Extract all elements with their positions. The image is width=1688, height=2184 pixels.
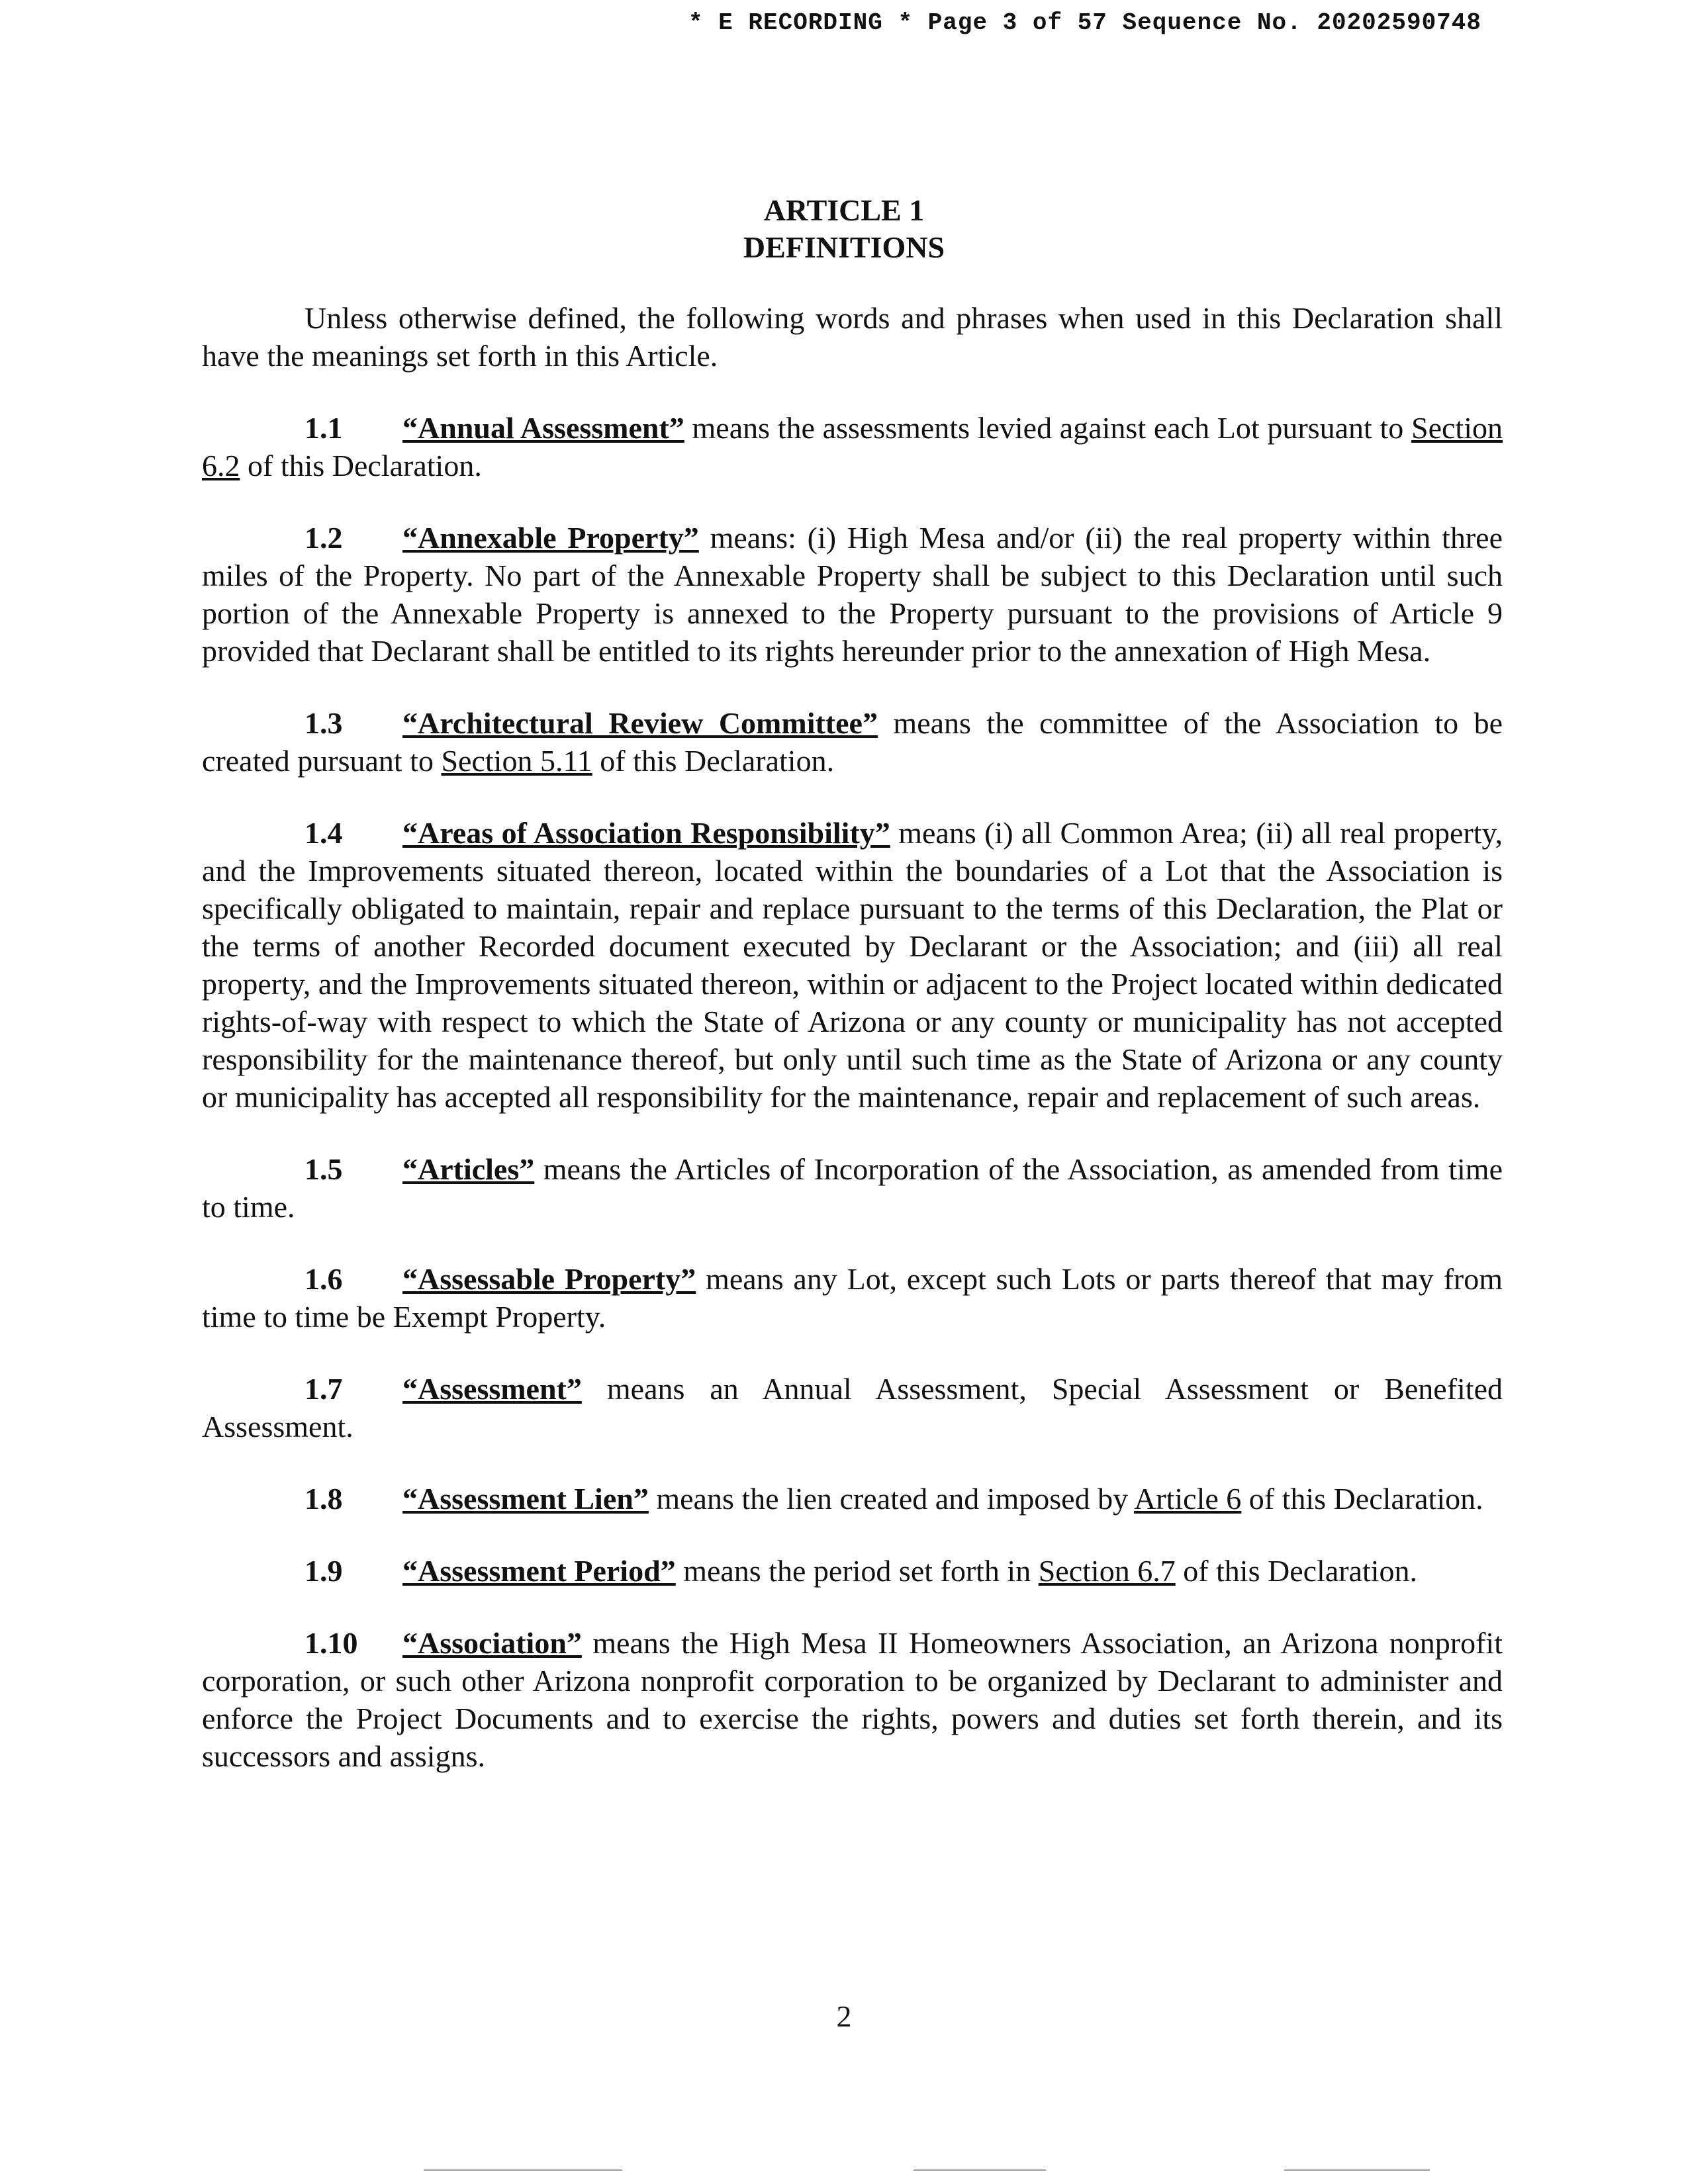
recording-stamp: * E RECORDING * Page 3 of 57 Sequence No. 20202590748 — [688, 9, 1481, 36]
article-number: ARTICLE 1 — [763, 193, 925, 227]
cross-reference: Section 6.7 — [1038, 1554, 1176, 1588]
article-heading — [0, 192, 1688, 266]
definition-text: means the committee of the Association to be created pursuant to — [202, 706, 1503, 778]
defined-term: “Assessment Period” — [402, 1554, 676, 1588]
defined-term: “Areas of Association Responsibility” — [402, 816, 890, 850]
definition-text: means any Lot, except such Lots or parts thereof that may from time to time be Exempt Property. — [202, 1262, 1503, 1334]
defined-term: “Annual Assessment” — [402, 411, 684, 445]
definition-paragraph — [202, 814, 1503, 1116]
document-body — [202, 299, 1503, 1809]
definition-paragraph — [202, 1552, 1503, 1590]
defined-term: “Annexable Property” — [402, 521, 699, 555]
definition-paragraph — [202, 704, 1503, 780]
intro-paragraph: Unless otherwise defined, the following words and phrases when used in this Declaration shall have the meanings set forth in this Article. — [202, 301, 1503, 373]
section-number: 1.4 — [305, 816, 343, 850]
section-number: 1.8 — [305, 1482, 343, 1516]
defined-term: “Articles” — [402, 1152, 535, 1186]
cross-reference: Article 6 — [1134, 1482, 1242, 1516]
definition-paragraph — [202, 1370, 1503, 1445]
section-number: 1.7 — [305, 1372, 343, 1406]
definition-text: means the assessments levied against each Lot pursuant to — [684, 411, 1412, 445]
definition-paragraph — [202, 1624, 1503, 1775]
page-number: 2 — [836, 1999, 852, 2033]
defined-term: “Association” — [402, 1626, 582, 1660]
section-number: 1.2 — [305, 521, 343, 555]
definition-text: means (i) all Common Area; (ii) all real property, and the Improvements situated thereon, located within the boundaries of a Lot that the Association is specifically obligated to maintain, repair and replace pursuant to the terms of this Declaration, the Plat or the terms of another Recorded document executed by Declarant or the Association; and (iii) all real property, and the Improvements situated thereon, within or adjacent to the Project located within dedicated rights-of-way with respect to which the State of Arizona or any county or municipality has not accepted responsibility for the maintenance thereof, but only until such time as the State of Arizona or any county or municipality has accepted all responsibility for the maintenance, repair and replacement of such areas. — [202, 816, 1503, 1114]
defined-term: “Assessment” — [402, 1372, 582, 1406]
article-title: DEFINITIONS — [743, 230, 945, 264]
defined-term: “Assessment Lien” — [402, 1482, 649, 1516]
definition-text: means: (i) High Mesa and/or (ii) the real property within three miles of the Property. No part of the Annexable Property shall be subject to this Declaration until such portion of the Annexable Property is annexed to the Property pursuant to the provisions of Article 9 provided that Declarant shall be entitled to its rights hereunder prior to the annexation of High Mesa. — [202, 521, 1503, 668]
defined-term: “Architectural Review Committee” — [402, 706, 878, 740]
definition-paragraph — [202, 409, 1503, 484]
definition-paragraph — [202, 1150, 1503, 1226]
defined-term: “Assessable Property” — [402, 1262, 696, 1296]
section-number: 1.6 — [305, 1262, 343, 1296]
section-number: 1.5 — [305, 1152, 343, 1186]
definition-text-end: of this Declaration. — [1241, 1482, 1483, 1516]
definition-text: means the Articles of Incorporation of the Association, as amended from time to time. — [202, 1152, 1503, 1224]
section-number: 1.1 — [305, 411, 343, 445]
definition-paragraph — [202, 1260, 1503, 1336]
cross-reference: Section 5.11 — [441, 744, 592, 778]
section-number: 1.9 — [305, 1554, 343, 1588]
definition-text-end: of this Declaration. — [1175, 1554, 1418, 1588]
scan-artifact-line — [914, 2169, 1046, 2171]
definition-paragraph — [202, 519, 1503, 670]
definition-text-end: of this Declaration. — [592, 744, 835, 778]
scan-artifact-line — [1284, 2169, 1430, 2171]
definition-paragraph — [202, 1480, 1503, 1518]
cross-reference: Section 6.2 — [202, 411, 1503, 482]
definition-text: means the lien created and imposed by — [648, 1482, 1135, 1516]
definition-text-end: of this Declaration. — [240, 449, 482, 482]
definition-text: means the period set forth in — [675, 1554, 1039, 1588]
section-number: 1.3 — [305, 706, 343, 740]
section-number: 1.10 — [305, 1626, 358, 1660]
scan-artifact-line — [424, 2169, 622, 2171]
definition-text: means an Annual Assessment, Special Assessment or Benefited Assessment. — [202, 1372, 1503, 1443]
definition-text: means the High Mesa II Homeowners Association, an Arizona nonprofit corporation, or such other Arizona nonprofit corporation to be organized by Declarant to administer and enforce the Project Documents and to exercise the rights, powers and duties set forth therein, and its successors and assigns. — [202, 1626, 1503, 1773]
